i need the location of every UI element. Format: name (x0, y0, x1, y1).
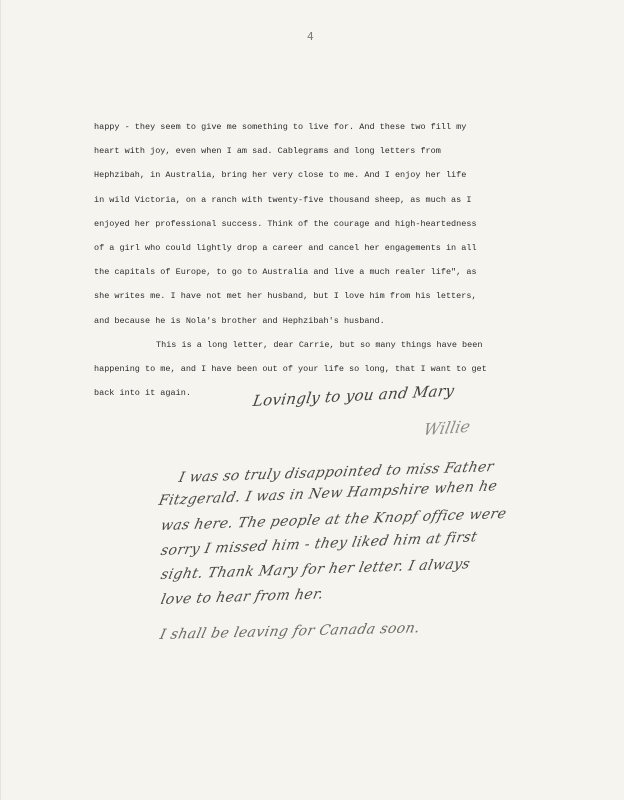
signature: Willie (422, 416, 472, 440)
typed-line: and because he is Nola's brother and Hephzibah's husband. (94, 315, 385, 326)
typed-body (94, 115, 564, 405)
typed-line: the capitals of Europe, to go to Australia and live a much realer life", as (94, 267, 477, 278)
typed-line: heart with joy, even when I am sad. Cablegrams and long letters from (94, 146, 441, 157)
typed-line: happening to me, and I have been out of your life so long, that I want to get (94, 363, 487, 374)
typed-line: she writes me. I have not met her husband, but I love him from his letters, (94, 291, 477, 302)
postscript-line: sight. Thank Mary for her letter. I always (159, 556, 472, 584)
postscript-line: love to hear from her. (159, 586, 326, 609)
postscript-line: sorry I missed him - they liked him at first (159, 529, 479, 560)
postscript-line: was here. The people at the Knopf office were (159, 505, 508, 535)
typed-line: of a girl who could lightly drop a career and cancel her engagements in all (94, 242, 477, 253)
typed-line: happy - they seem to give me something to live for. And these two fill my (94, 122, 467, 132)
page-number: 4 (307, 30, 314, 43)
typed-line: in wild Victoria, on a ranch with twenty-five thousand sheep, as much as I (94, 194, 472, 205)
typed-line: Hephzibah, in Australia, bring her very close to me. And I enjoy her life (94, 170, 467, 181)
typed-line: back into it again. (94, 388, 191, 399)
closing-line: Lovingly to you and Mary (251, 381, 456, 411)
postscript-line: I shall be leaving for Canada soon. (158, 620, 422, 644)
typed-line: This is a long letter, dear Carrie, but so many things have been (156, 339, 483, 350)
postscript-line: Fitzgerald. I was in New Hampshire when he (157, 478, 499, 510)
postscript-line: I was so truly disappointed to miss Father (177, 458, 496, 487)
typed-line: enjoyed her professional success. Think of the courage and high-heartedness (94, 218, 477, 229)
